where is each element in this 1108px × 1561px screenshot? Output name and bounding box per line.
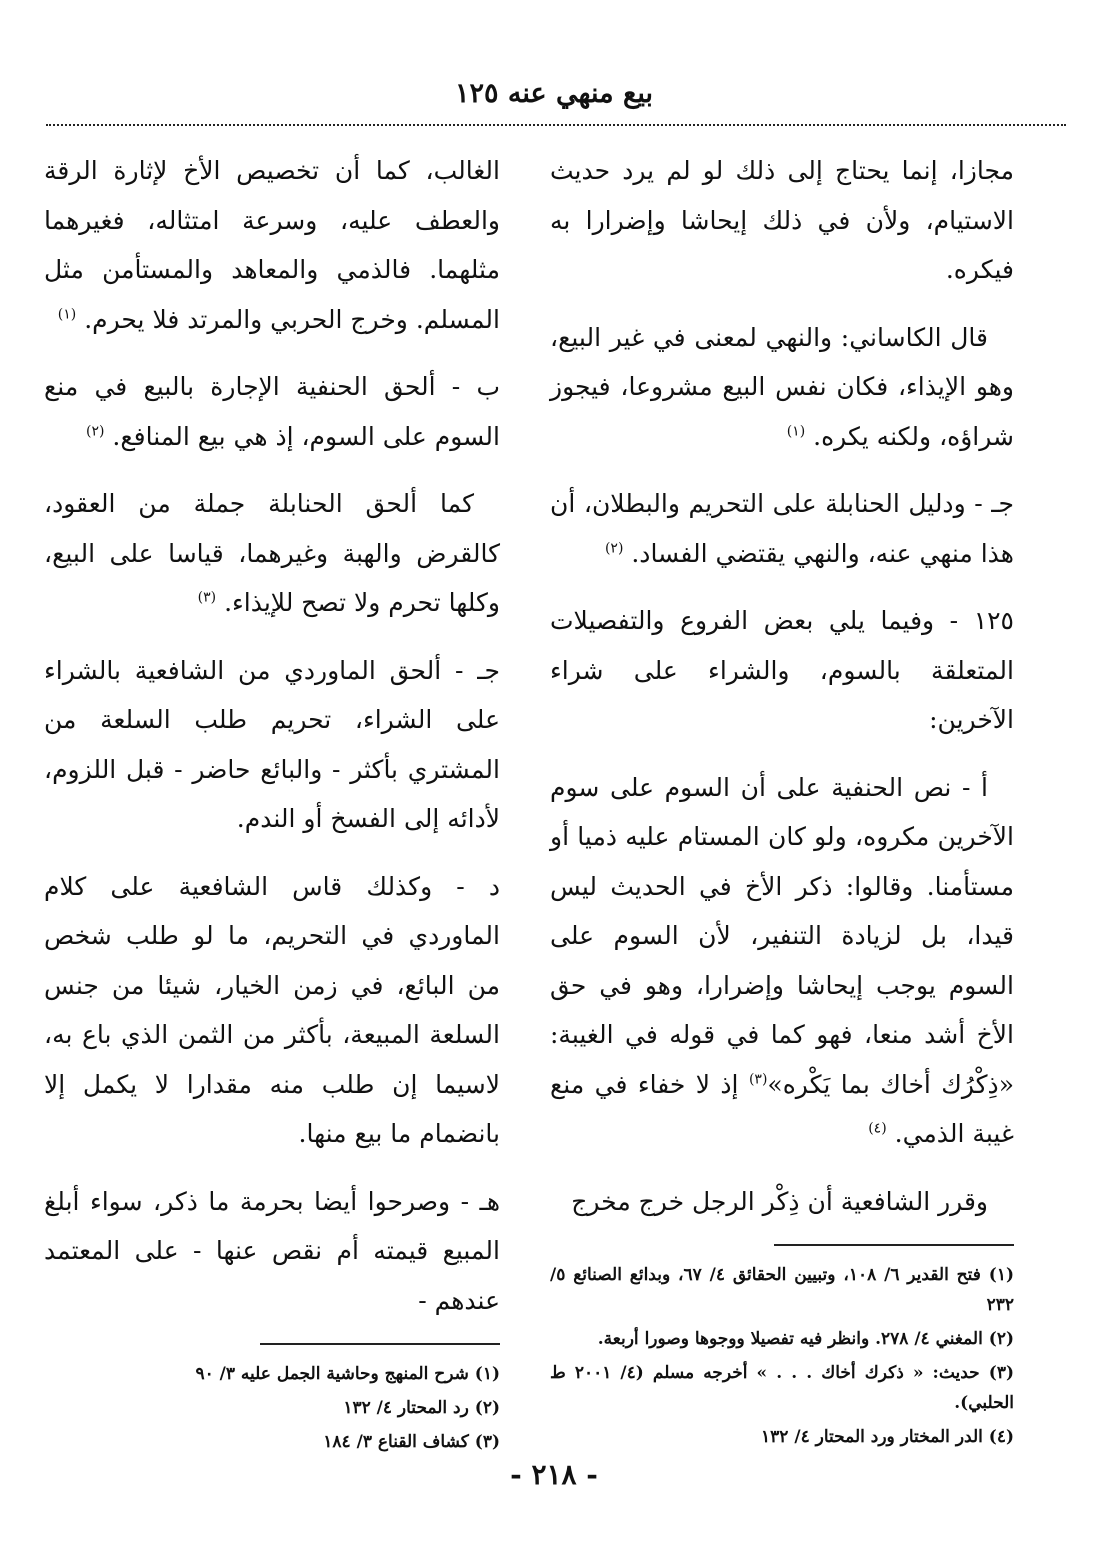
footnote-divider xyxy=(260,1343,500,1345)
paragraph xyxy=(550,479,1014,578)
footnotes xyxy=(44,1359,500,1457)
paragraph-text: إذ لا خفاء في منع غيبة الذمي. xyxy=(550,1069,1014,1148)
paragraph xyxy=(44,362,500,461)
footnote: (٣) كشاف القناع ٣/ ١٨٤ xyxy=(323,1432,500,1452)
paragraph: د - وكذلك قاس الشافعية على كلام الماوردي في التحريم، ما لو طلب شخص من البائع، في زمن الخيار، شيئا من جنس السلعة المبيعة، بأكثر من الثمن الذي باع به، لاسيما إن طلب منه مقدارا لا يكمل إلا بانضمام ما بيع منها. xyxy=(44,871,500,1148)
paragraph: مجازا، إنما يحتاج إلى ذلك لو لم يرد حديث الاستيام، ولأن في ذلك إيحاشا وإضرارا به فيكره. xyxy=(550,156,1014,284)
footnote-marker: (٣) xyxy=(748,1071,768,1088)
section-heading-paragraph: ١٢٥ - وفيما يلي بعض الفروع والتفصيلات المتعلقة بالسوم، والشراء على شراء الآخرين: xyxy=(550,606,1014,734)
paragraph: هـ - وصرحوا أيضا بحرمة ما ذكر، سواء أبلغ المبيع قيمته أم نقص عنها - على المعتمد عندهم - xyxy=(44,1186,500,1315)
footnote-divider xyxy=(774,1244,1014,1246)
footnotes xyxy=(550,1260,1014,1452)
paragraph-text: ب - ألحق الحنفية الإجارة بالبيع في منع السوم على السوم، إذ هي بيع المنافع. xyxy=(44,372,500,451)
footnote: (٢) المغني ٤/ ٢٧٨. وانظر فيه تفصيلا ووجوها وصورا أربعة. xyxy=(597,1329,1014,1349)
left-column xyxy=(44,146,500,1461)
footnote-marker: (٣) xyxy=(197,589,217,606)
footnote-marker: (١) xyxy=(57,306,77,323)
right-column xyxy=(550,146,1014,1456)
footnote: (١) فتح القدير ٦/ ١٠٨، وتبيين الحقائق ٤/ ٦٧، وبدائع الصنائع ٥/ ٢٣٢ xyxy=(550,1265,1014,1315)
paragraph: وقرر الشافعية أن ذِكْر الرجل خرج مخرج xyxy=(571,1186,988,1216)
footnote-marker: (١) xyxy=(786,423,806,440)
footnote-marker: (٤) xyxy=(868,1120,887,1137)
footnote-marker: (٢) xyxy=(604,540,624,557)
paragraph-text: جـ - ودليل الحنابلة على التحريم والبطلان، أن هذا منهي عنه، والنهي يقتضي الفساد. xyxy=(550,489,1014,568)
page-header: بيع منهي عنه ١٢٥ xyxy=(454,78,654,109)
page-number: - ٢١٨ - xyxy=(510,1458,598,1491)
footnote: (٤) الدر المختار ورد المحتار ٤/ ١٣٢ xyxy=(761,1427,1014,1447)
paragraph xyxy=(550,763,1014,1159)
footnote: (١) شرح المنهج وحاشية الجمل عليه ٣/ ٩٠ xyxy=(195,1364,500,1384)
paragraph-text: الغالب، كما أن تخصيص الأخ لإثارة الرقة والعطف عليه، وسرعة امتثاله، فغيرهما مثلهما. فالذمي والمعاهد والمستأمن مثل المسلم. وخرج الحربي والمرتد فلا يحرم. xyxy=(44,156,500,334)
header-divider xyxy=(46,124,1066,126)
paragraph-text: قال الكاساني: والنهي لمعنى في غير البيع، وهو الإيذاء، فكان نفس البيع مشروعا، فيجوز شراؤه، ولكنه يكره. xyxy=(550,322,1014,451)
paragraph-text: أ - نص الحنفية على أن السوم على سوم الآخرين مكروه، ولو كان المستام عليه ذميا أو مستأمنا. وقالوا: ذكر الأخ في الحديث ليس قيدا، بل لزيادة التنفير، لأن السوم على السوم يوجب إيحاشا وإضرارا، وهو في حق الأخ أشد منعا، فهو كما في قوله في الغيبة: «ذِكْرُك أخاك بما يَكْره» xyxy=(550,772,1014,1099)
footnote: (٢) رد المحتار ٤/ ١٣٢ xyxy=(343,1398,500,1418)
paragraph: جـ - ألحق الماوردي من الشافعية بالشراء على الشراء، تحريم طلب السلعة من المشتري بأكثر - والبائع حاضر - قبل اللزوم، لأدائه إلى الفسخ أو الندم. xyxy=(44,655,500,833)
paragraph-text: كما ألحق الحنابلة جملة من العقود، كالقرض والهبة وغيرهما، قياسا على البيع، وكلها تحرم ولا تصح للإيذاء. xyxy=(44,489,500,617)
footnote-marker: (٢) xyxy=(85,423,105,440)
paragraph xyxy=(550,313,1014,462)
paragraph xyxy=(44,146,500,344)
footnote: (٣) حديث: « ذكرك أخاك . . . » أخرجه مسلم (٤/ ٢٠٠١ ط الحلبي). xyxy=(550,1363,1014,1413)
paragraph xyxy=(44,479,500,628)
